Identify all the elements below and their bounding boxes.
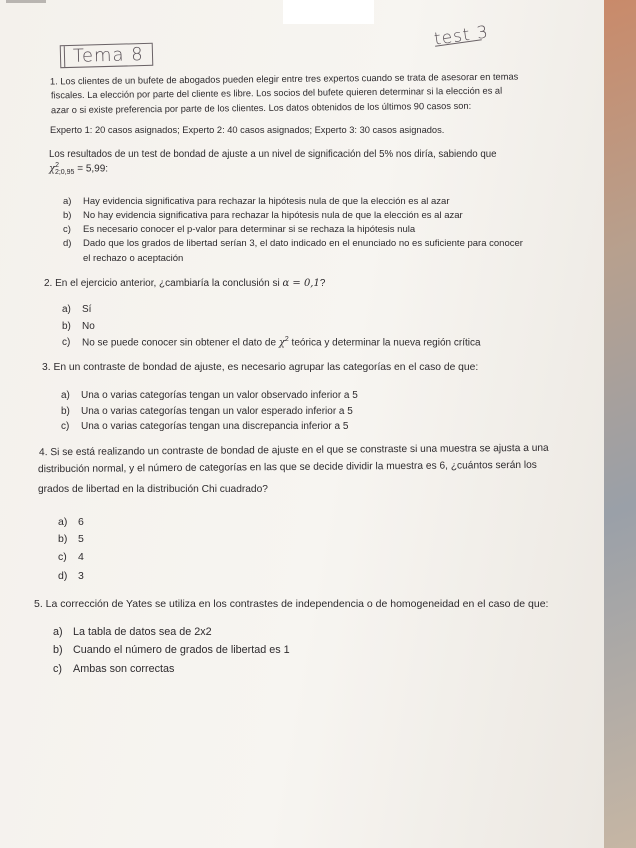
q1-option-d-continued: el rechazo o aceptación (83, 253, 184, 264)
q1-stem-line-1: 1. Los clientes de un bufete de abogados pueden elegir entre tres expertos cuando se trata de asesorar en temas (49, 71, 519, 87)
q3-option-c[interactable] (61, 421, 348, 433)
option-label: c) (58, 551, 67, 563)
option-text: 4 (78, 551, 84, 563)
q1-stem-line-3: azar o si existe preferencia por parte de los clientes. Los datos obtenidos de los últimos 90 casos son: (50, 100, 472, 116)
option-text: 3 (78, 570, 84, 582)
q5-option-a[interactable] (53, 626, 212, 639)
handwritten-test-label: test 3 (432, 22, 490, 50)
option-label: a) (53, 626, 63, 638)
q2-option-a[interactable] (62, 304, 91, 316)
q2-stem (44, 278, 325, 290)
chi-subscript: 2;0,95 (54, 169, 75, 177)
option-text: La tabla de datos sea de 2x2 (73, 626, 212, 638)
option-label: c) (53, 663, 62, 675)
q2-stem-text: 2. En el ejercicio anterior, ¿cambiaría la conclusión si (44, 278, 283, 289)
chi-critical-value: = 5,99: (74, 163, 109, 175)
option-text: 5 (78, 533, 84, 545)
option-text: No hay evidencia significativa para rechazar la hipótesis nula de que la elección es al azar (83, 210, 463, 221)
q1-chi-value (49, 162, 108, 178)
option-label: a) (63, 196, 72, 207)
pen-mark (6, 0, 46, 3)
paper-tab (283, 0, 374, 24)
alpha-value: α = 0,1 (282, 278, 320, 289)
q2-option-c[interactable] (62, 336, 481, 349)
q5-stem: 5. La corrección de Yates se utiliza en los contrastes de independencia o de homogeneidad en el caso de que: (34, 598, 549, 610)
q1-option-a[interactable] (63, 196, 450, 207)
option-text: No se puede conocer sin obtener el dato de (82, 337, 279, 349)
q4-option-a[interactable] (58, 516, 84, 529)
q4-stem-line-3: grados de libertad en la distribución Chi cuadrado? (38, 484, 268, 495)
q2-stem-end: ? (319, 278, 326, 289)
chi-superscript: 2 (55, 162, 59, 169)
q5-option-c[interactable] (53, 663, 174, 676)
option-text: Dado que los grados de libertad serían 3, el dato indicado en el enunciado no es suficiente para conocer (83, 238, 523, 249)
chi-superscript: 2 (284, 336, 289, 343)
option-label: b) (62, 321, 71, 332)
option-label: a) (61, 390, 70, 401)
option-text: Cuando el número de grados de libertad es 1 (73, 644, 290, 656)
option-text: Es necesario conocer el p-valor para determinar si se rechaza la hipótesis nula (83, 224, 416, 235)
q4-option-b[interactable] (58, 533, 84, 546)
option-text: No (82, 321, 95, 332)
q4-stem-line-1: 4. Si se está realizando un contraste de bondad de ajuste en el que se constraste si una muestra se ajusta a una (38, 442, 549, 459)
option-text: Una o varias categorías tengan una discrepancia inferior a 5 (81, 421, 349, 432)
chi-symbol: χ (49, 163, 56, 175)
option-label: a) (58, 516, 68, 528)
q4-option-d[interactable] (58, 570, 84, 583)
q4-stem-line-2: distribución normal, y el número de categorías en las que se decide dividir la muestra es 6, ¿cuántos serán los (37, 459, 537, 476)
option-label: c) (61, 421, 70, 432)
option-text-end: teórica y determinar la nueva región crítica (288, 337, 481, 349)
q4-option-c[interactable] (58, 551, 84, 564)
option-text: Una o varias categorías tengan un valor observado inferior a 5 (81, 390, 358, 401)
option-label: b) (63, 210, 72, 221)
q3-option-a[interactable] (61, 390, 358, 402)
background-edge (604, 0, 636, 848)
option-label: c) (63, 224, 71, 235)
q1-stem-line-4: Los resultados de un test de bondad de ajuste a un nivel de significación del 5% nos diría, sabiendo que (49, 149, 497, 160)
q1-experts: Experto 1: 20 casos asignados; Experto 2: 40 casos asignados; Experto 3: 30 casos asignados. (50, 125, 445, 135)
q3-stem: 3. En un contraste de bondad de ajuste, es necesario agrupar las categorías en el caso de que: (42, 362, 479, 373)
q1-stem-line-2: fiscales. La elección por parte del cliente es libre. Los socios del bufete quieren determinar si la elección es al (50, 85, 503, 101)
q1-option-d[interactable] (63, 238, 523, 249)
option-text: Hay evidencia significativa para rechazar la hipótesis nula de que la elección es al azar (83, 196, 450, 207)
q1-option-c[interactable] (63, 224, 415, 235)
option-label: d) (63, 238, 72, 249)
option-label: b) (58, 533, 68, 545)
q5-option-b[interactable] (53, 644, 290, 657)
handwritten-topic: Tema 8 (60, 43, 153, 68)
option-label: d) (58, 570, 68, 582)
option-text: Ambas son correctas (73, 663, 175, 675)
option-label: b) (61, 406, 70, 417)
q1-option-b[interactable] (63, 210, 463, 221)
option-text: 6 (78, 516, 84, 528)
option-text: Una o varias categorías tengan un valor esperado inferior a 5 (81, 406, 353, 417)
q2-option-b[interactable] (62, 321, 95, 333)
option-text: Sí (82, 304, 92, 315)
option-label: c) (62, 337, 71, 349)
chi-symbol: χ (278, 337, 285, 349)
option-label: a) (62, 304, 71, 315)
q3-option-b[interactable] (61, 406, 353, 418)
option-label: b) (53, 644, 63, 656)
